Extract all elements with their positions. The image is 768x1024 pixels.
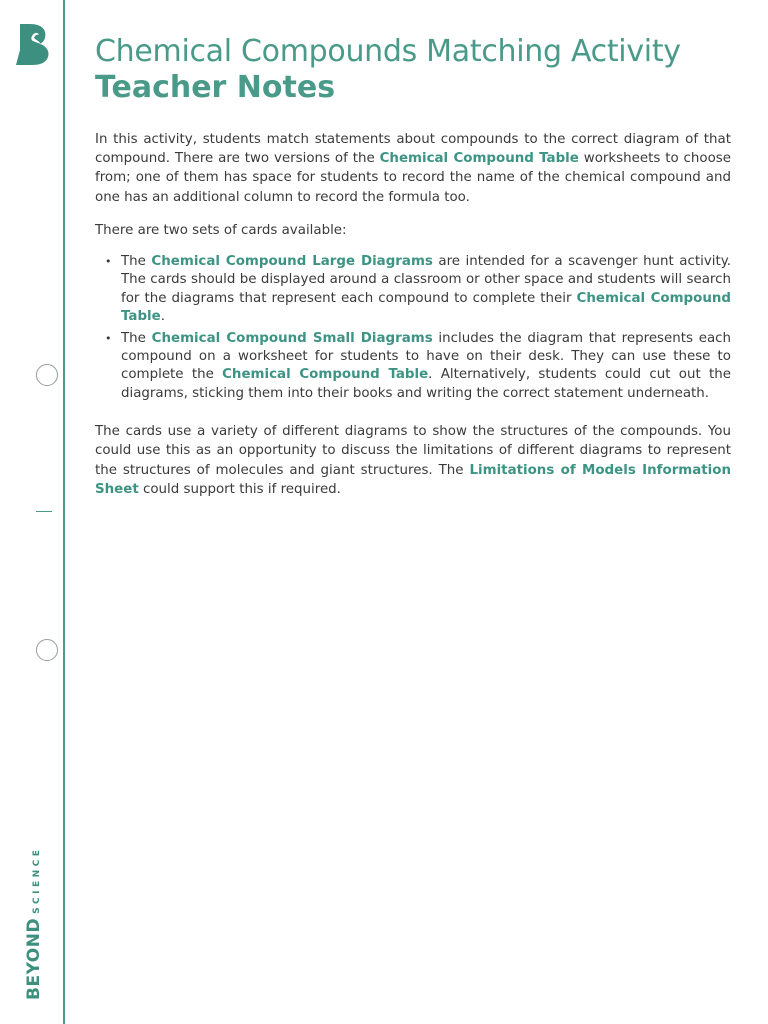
compound-table-link[interactable]: Chemical Compound Table (222, 367, 429, 383)
page-title: Chemical Compounds Matching Activity (95, 34, 681, 69)
large-diagrams-link[interactable]: Chemical Compound Large Diagrams (151, 254, 433, 270)
item-text: are intended for a scavenger hunt activity. The cards should be displayed around a classroom or other space and students will search for the diagrams that represent each compound to complete their (121, 254, 731, 306)
bullet-icon: • (105, 255, 112, 269)
closing-paragraph (95, 422, 731, 499)
brand-wordmark (24, 847, 44, 1000)
item-text: The (121, 330, 152, 346)
limitations-sheet-link[interactable]: Limitations of Models Information Sheet (95, 462, 732, 497)
item-text: . Alternatively, students could cut out the diagrams, sticking them into their books and writing the correct statement underneath. (121, 367, 731, 401)
list-item (95, 330, 731, 404)
beyond-logo-icon (14, 22, 52, 66)
card-sets-list (95, 253, 731, 403)
brand-word-beyond: BEYOND (24, 917, 44, 1000)
closing-text: could support this if required. (138, 481, 341, 497)
punch-hole-icon (36, 639, 58, 661)
fold-mark (36, 511, 52, 512)
main-content (95, 34, 731, 499)
item-text: includes the diagram that represents each compound on a worksheet for students to have on their desk. They can use these to complete the (121, 330, 731, 383)
brand-word-science: SCIENCE (32, 846, 42, 914)
intro-paragraph (95, 130, 731, 207)
closing-text: The cards use a variety of different diagrams to show the structures of the compounds. You could use this as an opportunity to discuss the limitations of different diagrams to represent the structures of molecules and giant structures. The (95, 424, 731, 478)
punch-hole-icon (36, 364, 58, 386)
item-text: The (121, 254, 152, 270)
compound-table-link[interactable]: Chemical Compound Table (379, 151, 579, 167)
intro-text: worksheets to choose from; one of them has space for students to record the name of the chemical compound and one has an additional column to record the formula too. (95, 151, 732, 205)
small-diagrams-link[interactable]: Chemical Compound Small Diagrams (151, 330, 433, 346)
bullet-icon: • (105, 331, 112, 345)
page-subtitle: Teacher Notes (95, 70, 336, 105)
intro-text: In this activity, students match statements about compounds to the correct diagram of that compound. There are two versions of the (95, 132, 731, 167)
sets-intro: There are two sets of cards available: (95, 222, 347, 238)
margin-line (63, 0, 65, 1024)
list-item (95, 253, 731, 327)
item-text: . (160, 309, 165, 325)
compound-table-link[interactable]: Chemical Compound Table (121, 290, 731, 325)
